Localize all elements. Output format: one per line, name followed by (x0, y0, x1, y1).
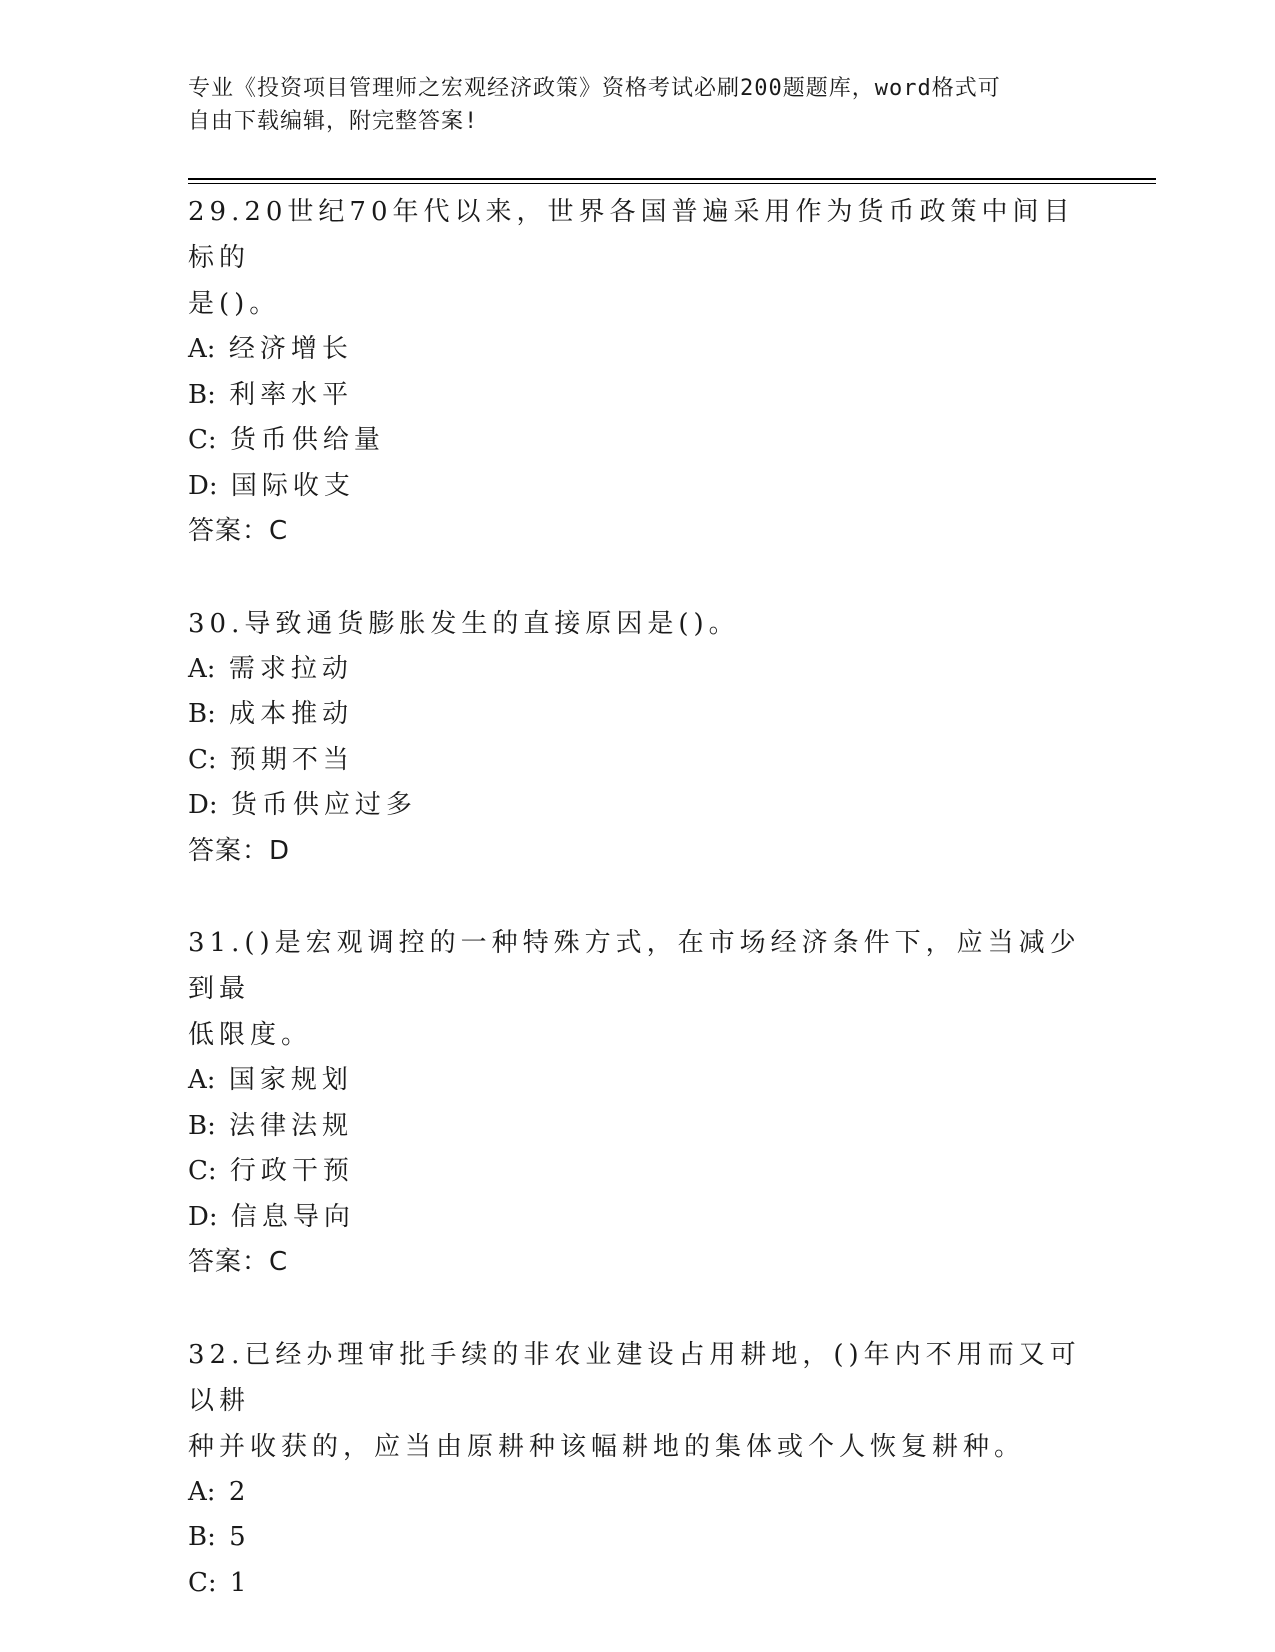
option-text: 国际收支 (230, 470, 355, 501)
option-text: 信息导向 (230, 1201, 355, 1232)
option-b (188, 692, 1088, 738)
option-text: 1 (229, 1567, 252, 1598)
option-c (188, 1149, 1088, 1195)
option-key: C: (188, 1567, 217, 1598)
option-text: 5 (229, 1522, 251, 1552)
option-a (188, 327, 1088, 373)
option-a (188, 647, 1088, 693)
option-key: D: (188, 790, 218, 820)
option-text: 货币供给量 (229, 425, 385, 455)
option-key: D: (188, 1201, 218, 1232)
option-key: B: (188, 1110, 216, 1141)
option-text: 国家规划 (228, 1065, 353, 1095)
question-stem-line-1: 30.导致通货膨胀发生的直接原因是()。 (188, 608, 740, 639)
question-stem-line-2: 低限度。 (188, 1020, 313, 1050)
option-text: 经济增长 (228, 334, 353, 364)
header-line-1: 专业《投资项目管理师之宏观经济政策》资格考试必刷200题题库，word格式可 (188, 76, 1001, 101)
option-text: 成本推动 (229, 699, 354, 729)
option-c (188, 1561, 1088, 1607)
option-text: 2 (228, 1476, 251, 1507)
option-key: B: (188, 699, 216, 729)
question-31 (188, 920, 1088, 1286)
option-text: 需求拉动 (228, 653, 353, 684)
option-text: 行政干预 (229, 1156, 354, 1186)
option-d (188, 1195, 1088, 1241)
option-key: A: (188, 1065, 216, 1095)
option-a (188, 1470, 1088, 1516)
answer-line: 答案：C (188, 1247, 289, 1277)
question-stem-line-1: 29.20世纪70年代以来，世界各国普遍采用作为货币政策中间目标的 (188, 197, 1075, 273)
option-key: D: (188, 470, 218, 501)
option-b (188, 1515, 1088, 1561)
option-key: B: (188, 379, 216, 410)
answer-line: 答案：D (188, 835, 291, 866)
header-divider-thin (188, 183, 1156, 184)
question-stem (188, 189, 1088, 327)
option-key: C: (188, 425, 217, 455)
document-header (188, 72, 1068, 138)
question-list (188, 189, 1088, 1652)
question-stem-line-1: 32.已经办理审批手续的非农业建设占用耕地，()年内不用而又可以耕 (188, 1339, 1081, 1416)
header-line-2: 自由下载编辑，附完整答案! (188, 109, 479, 134)
question-32 (188, 1332, 1088, 1607)
option-text: 利率水平 (229, 379, 354, 410)
option-key: C: (188, 1156, 217, 1186)
option-key: B: (188, 1522, 216, 1552)
question-stem (188, 920, 1088, 1058)
question-stem (188, 601, 1088, 647)
option-b (188, 373, 1088, 419)
option-key: C: (188, 744, 217, 775)
option-a (188, 1058, 1088, 1104)
answer-line: 答案：C (188, 516, 289, 546)
option-d (188, 783, 1088, 829)
option-c (188, 418, 1088, 464)
question-29 (188, 189, 1088, 555)
option-b (188, 1104, 1088, 1150)
option-d (188, 464, 1088, 510)
option-text: 预期不当 (229, 744, 354, 775)
question-stem-line-2: 是()。 (188, 289, 281, 319)
option-text: 货币供应过多 (230, 790, 417, 820)
question-stem-line-2: 种并收获的，应当由原耕种该幅耕地的集体或个人恢复耕种。 (188, 1431, 1026, 1462)
option-key: A: (188, 334, 216, 364)
question-stem-line-1: 31.()是宏观调控的一种特殊方式，在市场经济条件下，应当减少到最 (188, 928, 1081, 1004)
question-30 (188, 601, 1088, 875)
question-stem (188, 1332, 1088, 1470)
option-key: A: (188, 1476, 216, 1507)
option-text: 法律法规 (229, 1110, 354, 1141)
option-key: A: (188, 653, 216, 684)
option-c (188, 738, 1088, 784)
header-divider-thick (188, 178, 1156, 180)
